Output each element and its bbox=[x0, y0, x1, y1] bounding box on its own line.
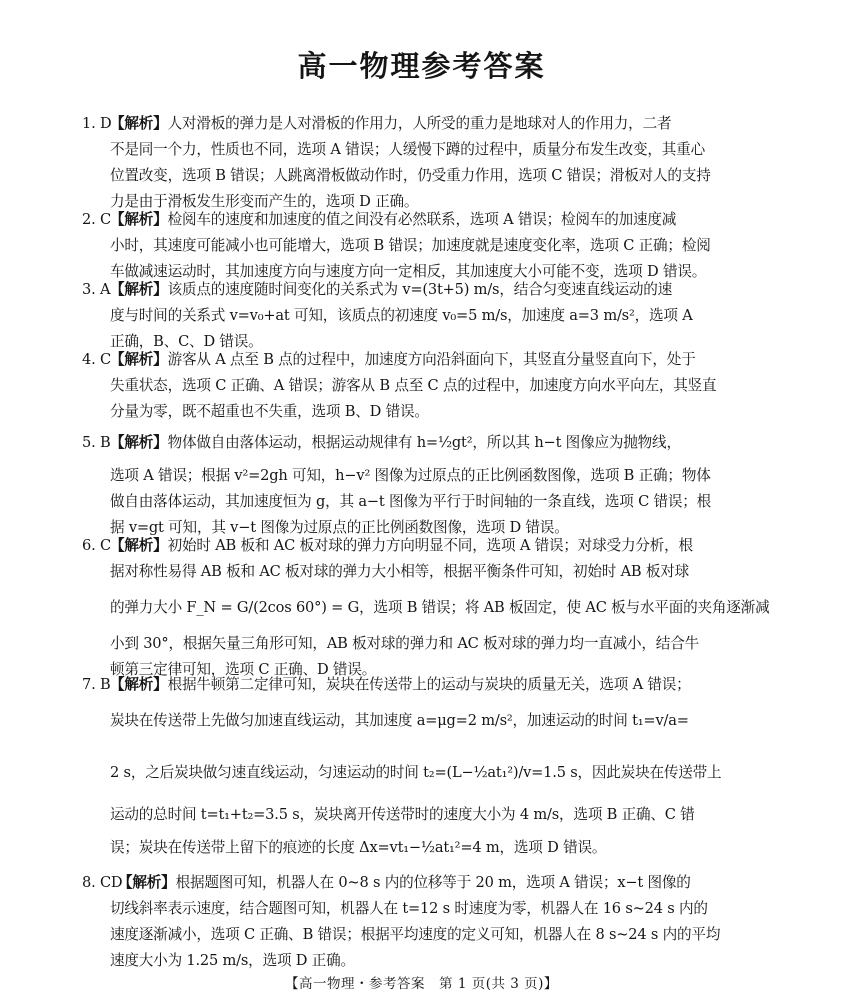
answer-line: 【解析】游客从 A 点至 B 点的过程中，加速度方向沿斜面向下，其竖直分量竖直向下，处于 bbox=[110, 351, 696, 368]
analysis-tag: 【解析】 bbox=[110, 115, 168, 132]
answer-line: 选项 A 错误；根据 v²=2gh 可知，h−v² 图像为过原点的正比例函数图像，选项 B 正确；物体 bbox=[110, 467, 711, 484]
answer-line: 运动的总时间 t=t₁+t₂=3.5 s，炭块离开传送带时的速度大小为 4 m/s，选项 B 正确、C 错 bbox=[110, 806, 695, 823]
analysis-tag: 【解析】 bbox=[110, 281, 168, 298]
answer-item-3 bbox=[82, 277, 740, 355]
answer-number: 3. A bbox=[82, 281, 111, 298]
answer-number: 1. D bbox=[82, 115, 112, 132]
answer-item-6 bbox=[82, 533, 770, 683]
analysis-tag: 【解析】 bbox=[110, 676, 168, 693]
answer-number: 8. CD bbox=[82, 874, 123, 891]
page-title: 高一物理参考答案 bbox=[297, 49, 546, 83]
answer-number: 2. C bbox=[82, 211, 111, 228]
answer-number: 4. C bbox=[82, 351, 111, 368]
answer-line: 【解析】该质点的速度随时间变化的关系式为 v=(3t+5) m/s，结合匀变速直线运动的速 bbox=[110, 281, 673, 298]
answer-line: 【解析】初始时 AB 板和 AC 板对球的弹力方向明显不同，选项 A 错误；对球受力分析，根 bbox=[110, 537, 693, 554]
analysis-tag: 【解析】 bbox=[110, 537, 168, 554]
answer-line: 小时，其速度可能减小也可能增大，选项 B 错误；加速度就是速度变化率，选项 C 正确；检阅 bbox=[110, 237, 711, 254]
answer-line: 据对称性易得 AB 板和 AC 板对球的弹力大小相等，根据平衡条件可知，初始时 AB 板对球 bbox=[110, 563, 690, 580]
answer-line: 小到 30°，根据矢量三角形可知，AB 板对球的弹力和 AC 板对球的弹力均一直减小，结合牛 bbox=[110, 635, 699, 652]
answer-line: 【解析】物体做自由落体运动，根据运动规律有 h=½gt²，所以其 h−t 图像应为抛物线， bbox=[110, 434, 681, 451]
answer-line: 度与时间的关系式 v=v₀+at 可知，该质点的初速度 v₀=5 m/s，加速度 a=3 m/s²，选项 A bbox=[110, 307, 693, 324]
answer-item-7 bbox=[82, 672, 740, 868]
answer-line: 炭块在传送带上先做匀加速直线运动，其加速度 a=μg=2 m/s²，加速运动的时间 t₁=v/a= bbox=[110, 712, 689, 729]
answer-item-2 bbox=[82, 207, 740, 285]
answer-line: 力是由于滑板发生形变而产生的，选项 D 正确。 bbox=[110, 193, 419, 210]
answer-number: 5. B bbox=[82, 434, 111, 451]
answer-line: 误；炭块在传送带上留下的痕迹的长度 Δx=vt₁−½at₁²=4 m，选项 D 错误。 bbox=[110, 839, 607, 856]
answer-line: 据 v=gt 可知，其 v−t 图像为过原点的正比例函数图像，选项 D 错误。 bbox=[110, 519, 569, 536]
answer-line: 的弹力大小 F_N = G/(2cos 60°) = G，选项 B 错误；将 AB 板固定，使 AC 板与水平面的夹角逐渐减 bbox=[110, 599, 770, 616]
answer-line: 【解析】根据牛顿第二定律可知，炭块在传送带上的运动与炭块的质量无关，选项 A 错误； bbox=[110, 676, 691, 693]
answer-line: 切线斜率表示速度，结合题图可知，机器人在 t=12 s 时速度为零，机器人在 16 s~24 s 内的 bbox=[110, 900, 708, 917]
page-footer: 【高一物理・参考答案 第 1 页(共 3 页)】 bbox=[285, 976, 558, 992]
answer-line: 【解析】人对滑板的弹力是人对滑板的作用力，人所受的重力是地球对人的作用力，二者 bbox=[110, 115, 672, 132]
answer-item-8 bbox=[82, 870, 740, 974]
answer-line: 2 s，之后炭块做匀速直线运动，匀速运动的时间 t₂=(L−½at₁²)/v=1.5 s，因此炭块在传送带上 bbox=[110, 764, 722, 781]
answer-item-4 bbox=[82, 347, 740, 425]
answer-line: 【解析】根据题图可知，机器人在 0~8 s 内的位移等于 20 m，选项 A 错误；x−t 图像的 bbox=[118, 874, 691, 891]
analysis-tag: 【解析】 bbox=[110, 434, 168, 451]
answer-line: 速度逐渐减小，选项 C 正确、B 错误；根据平均速度的定义可知，机器人在 8 s~24 s 内的平均 bbox=[110, 926, 721, 943]
answer-line: 做自由落体运动，其加速度恒为 g，其 a−t 图像为平行于时间轴的一条直线，选项 C 错误；根 bbox=[110, 493, 712, 510]
answer-line: 失重状态，选项 C 正确、A 错误；游客从 B 点至 C 点的过程中，加速度方向水平向左，其竖直 bbox=[110, 377, 717, 394]
answer-item-1 bbox=[82, 111, 740, 215]
answer-line: 位置改变，选项 B 错误；人跳离滑板做动作时，仍受重力作用，选项 C 错误；滑板对人的支持 bbox=[110, 167, 711, 184]
answer-line: 正确，B、C、D 错误。 bbox=[110, 333, 263, 350]
answer-line: 【解析】检阅车的速度和加速度的值之间没有必然联系，选项 A 错误；检阅车的加速度减 bbox=[110, 211, 677, 228]
analysis-tag: 【解析】 bbox=[110, 351, 168, 368]
answer-line: 速度大小为 1.25 m/s，选项 D 正确。 bbox=[110, 952, 355, 969]
answer-line: 顿第三定律可知，选项 C 正确、D 错误。 bbox=[110, 661, 377, 678]
answer-line: 不是同一个力，性质也不同，选项 A 错误；人缓慢下蹲的过程中，质量分布发生改变，其重心 bbox=[110, 141, 705, 158]
answer-number: 7. B bbox=[82, 676, 111, 693]
analysis-tag: 【解析】 bbox=[118, 874, 176, 891]
answer-line: 分量为零，既不超重也不失重，选项 B、D 错误。 bbox=[110, 403, 429, 420]
answer-item-5 bbox=[82, 423, 740, 541]
analysis-tag: 【解析】 bbox=[110, 211, 168, 228]
answer-line: 车做减速运动时，其加速度方向与速度方向一定相反，其加速度大小可能不变，选项 D 错误。 bbox=[110, 263, 707, 280]
answer-number: 6. C bbox=[82, 537, 111, 554]
